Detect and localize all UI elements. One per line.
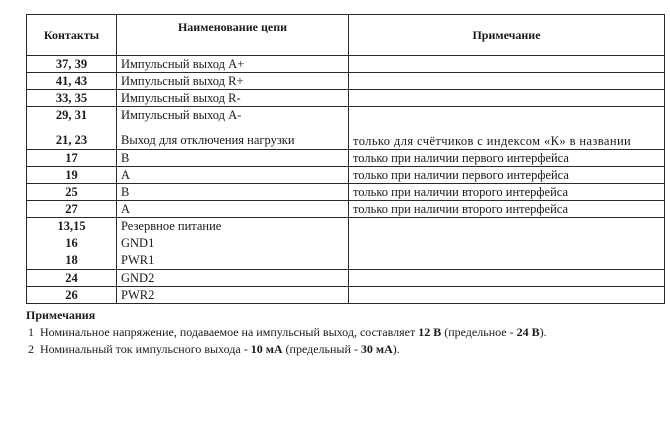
pin-assignment-table: [26, 14, 665, 304]
row-note: [349, 287, 665, 304]
row-circuit: [117, 107, 349, 150]
row-contacts: [27, 107, 117, 150]
note-text: Номинальный ток импульсного выхода -: [40, 342, 251, 356]
row-note: только при наличии первого интерфейса: [349, 167, 665, 184]
row-contacts: 37, 39: [27, 56, 117, 73]
contacts-line: 21, 23: [55, 133, 88, 147]
table-row: [27, 184, 665, 201]
note-item: [26, 324, 666, 341]
note-value-bold: 10 мА: [250, 342, 283, 356]
row-note-text: только для счётчиков с индексом «К» в названии: [353, 134, 632, 148]
circuit-line: Выход для отключения нагрузки: [121, 133, 295, 147]
row-note: [349, 90, 665, 107]
note-text: ).: [392, 342, 400, 356]
row-note: только при наличии первого интерфейса: [349, 150, 665, 167]
row-contacts: 26: [27, 287, 117, 304]
row-note: [349, 56, 665, 73]
row-circuit: [117, 218, 349, 270]
row-circuit: В: [117, 150, 349, 167]
table-row: [27, 287, 665, 304]
note-value-bold: 30 мА: [360, 342, 393, 356]
table-row: [27, 107, 665, 150]
table-header-row: [27, 15, 665, 56]
row-note: [349, 73, 665, 90]
note-number: 2: [28, 342, 34, 356]
note-text: ).: [539, 325, 547, 339]
row-circuit: PWR2: [117, 287, 349, 304]
note-text: (предельный -: [282, 342, 361, 356]
note-text: Номинальное напряжение, подаваемое на импульсный выход, составляет: [40, 325, 419, 339]
contacts-line: 18: [65, 253, 78, 267]
row-contacts: 19: [27, 167, 117, 184]
row-circuit: В: [117, 184, 349, 201]
table-row: [27, 150, 665, 167]
row-contacts: 17: [27, 150, 117, 167]
row-circuit: А: [117, 167, 349, 184]
notes-title: Примечания: [26, 308, 96, 322]
note-value-bold: 12 В: [418, 325, 442, 339]
row-circuit: Импульсный выход R+: [117, 73, 349, 90]
row-note: только при наличии второго интерфейса: [349, 201, 665, 218]
row-circuit: GND2: [117, 270, 349, 287]
row-circuit: Импульсный выход R-: [117, 90, 349, 107]
note-item: [26, 341, 666, 358]
row-note: [349, 270, 665, 287]
table-row: [27, 218, 665, 270]
row-contacts: 33, 35: [27, 90, 117, 107]
note-number: 1: [28, 325, 34, 339]
row-note: [349, 218, 665, 270]
row-circuit: А: [117, 201, 349, 218]
contacts-line: 13,15: [57, 219, 86, 233]
document-sheet: [26, 14, 666, 358]
row-contacts: [27, 218, 117, 270]
circuit-line: GND1: [121, 236, 155, 250]
header-circuit: Наименование цепи: [117, 15, 349, 56]
row-contacts: 27: [27, 201, 117, 218]
table-row: [27, 56, 665, 73]
row-contacts: 41, 43: [27, 73, 117, 90]
row-contacts: 25: [27, 184, 117, 201]
circuit-line: PWR1: [121, 253, 155, 267]
circuit-line: Резервное питание: [121, 219, 222, 233]
table-row: [27, 90, 665, 107]
row-note: [349, 107, 665, 150]
note-text: (предельное -: [441, 325, 517, 339]
row-circuit: Импульсный выход А+: [117, 56, 349, 73]
table-row: [27, 167, 665, 184]
header-note: Примечание: [349, 15, 665, 56]
contacts-line: 16: [65, 236, 78, 250]
row-contacts: 24: [27, 270, 117, 287]
contacts-line: 29, 31: [55, 108, 88, 122]
table-row: [27, 201, 665, 218]
row-note: только при наличии второго интерфейса: [349, 184, 665, 201]
table-row: [27, 270, 665, 287]
note-value-bold: 24 В: [516, 325, 540, 339]
circuit-line: Импульсный выход А-: [121, 108, 242, 122]
notes-section: [26, 307, 666, 358]
header-contacts: Контакты: [27, 15, 117, 56]
table-row: [27, 73, 665, 90]
